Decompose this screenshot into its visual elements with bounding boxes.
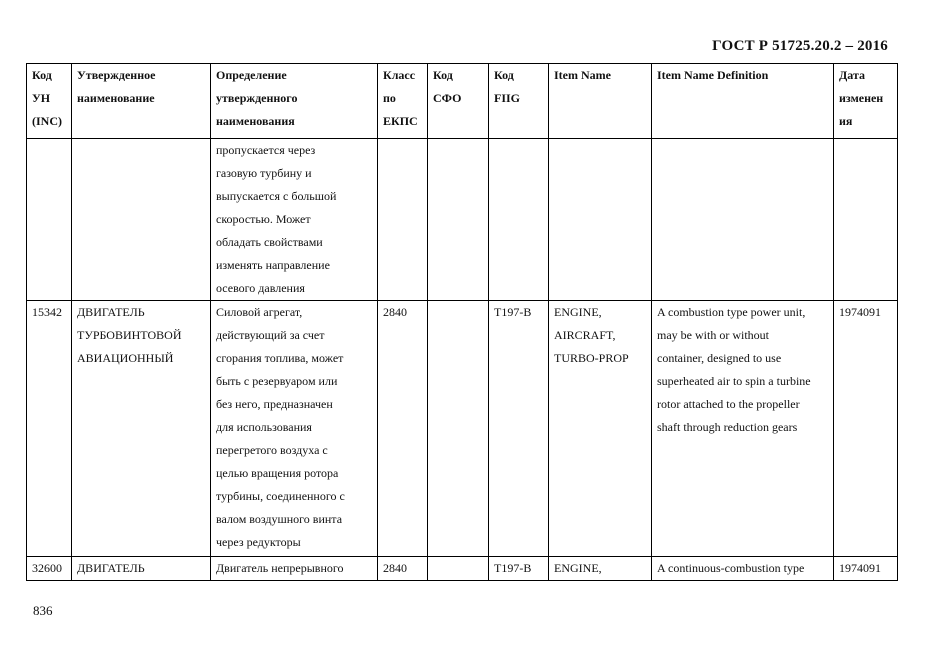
cell-name: ДВИГАТЕЛЬ ТУРБОВИНТОВОЙ АВИАЦИОННЫЙ (72, 301, 211, 557)
cell-inc (27, 139, 72, 301)
header-class: Класс по ЕКПС (378, 64, 428, 139)
cell-item-definition: A combustion type power unit, may be with or without container, designed to use superheated air to spin a turbine rotor attached to the propeller shaft through reduction gears (652, 301, 834, 557)
cell-item-name: ENGINE, (549, 557, 652, 581)
table-row (27, 139, 898, 301)
cell-date: 1974091 (834, 301, 898, 557)
header-item-definition: Item Name Definition (652, 64, 834, 139)
cell-item-definition (652, 139, 834, 301)
cell-fiig: T197-B (489, 557, 549, 581)
cell-definition: Силовой агрегат, действующий за счет сгорания топлива, может быть с резервуаром или без него, предназначен для использования перегретого воздуха с целью вращения ротора турбины, соединенного с валом воздушного винта через редукторы (211, 301, 378, 557)
header-definition: Определение утвержденного наименования (211, 64, 378, 139)
header-approved-name: Утвержденное наименование (72, 64, 211, 139)
cell-inc: 32600 (27, 557, 72, 581)
header-item-name: Item Name (549, 64, 652, 139)
cell-inc: 15342 (27, 301, 72, 557)
cell-item-name (549, 139, 652, 301)
cell-sfo (428, 301, 489, 557)
page-number: 836 (33, 603, 53, 618)
table-header-row (27, 64, 898, 139)
cell-definition: пропускается через газовую турбину и выпускается с большой скоростью. Может обладать свойствами изменять направление осевого давления (211, 139, 378, 301)
table-row (27, 301, 898, 557)
cell-definition: Двигатель непрерывного (211, 557, 378, 581)
items-table (26, 63, 898, 581)
cell-fiig: T197-B (489, 301, 549, 557)
cell-sfo (428, 557, 489, 581)
cell-date (834, 139, 898, 301)
table-row (27, 557, 898, 581)
cell-class: 2840 (378, 301, 428, 557)
header-date: Дата изменен ия (834, 64, 898, 139)
cell-name (72, 139, 211, 301)
cell-fiig (489, 139, 549, 301)
header-fiig: Код FIIG (489, 64, 549, 139)
cell-item-name: ENGINE, AIRCRAFT, TURBO-PROP (549, 301, 652, 557)
cell-item-definition: A continuous-combustion type (652, 557, 834, 581)
cell-class: 2840 (378, 557, 428, 581)
cell-sfo (428, 139, 489, 301)
header-sfo: Код СФО (428, 64, 489, 139)
cell-date: 1974091 (834, 557, 898, 581)
cell-name: ДВИГАТЕЛЬ (72, 557, 211, 581)
header-inc: Код УН (INC) (27, 64, 72, 139)
document-title: ГОСТ Р 51725.20.2 – 2016 (712, 38, 888, 54)
cell-class (378, 139, 428, 301)
